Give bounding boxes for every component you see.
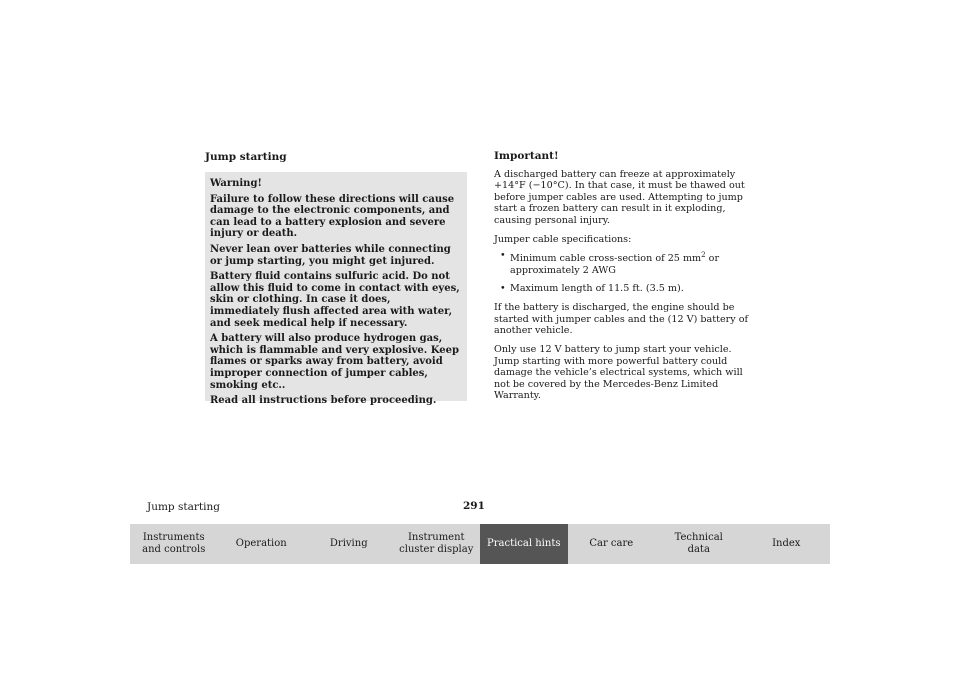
footer-title: Jump starting [147,501,220,513]
warning-paragraph: Battery fluid contains sulfuric acid. Do not allow this fluid to come in contact with eyes, skin or clothing. In case it does, immediately flush affected area with water, and seek medical help if necessary. [210,271,460,329]
tab-label: Driving [329,538,368,549]
tab-operation[interactable] [218,524,306,564]
warning-paragraph: Failure to follow these directions will cause damage to the electronic components, and can lead to a battery explosion and severe injury or death. [210,193,455,240]
tab-label: cluster display [399,544,474,555]
chapter-nav [130,524,830,564]
tab-label: data [687,544,710,555]
tab-label: Technical [674,532,723,543]
list-item [494,250,759,276]
bullet-icon: • [500,282,506,294]
tab-driving[interactable] [305,524,393,564]
tab-label: Practical hints [487,538,561,549]
spec-item-text: Minimum cable cross-section of 25 mm [510,253,702,265]
tab-index[interactable] [743,524,831,564]
warning-paragraph: Read all instructions before proceeding. [210,395,437,407]
bullet-icon: • [500,250,506,262]
tab-label: Index [772,538,801,549]
tab-label: Instruments [142,532,205,543]
body-paragraph: If the battery is discharged, the engine should be started with jumper cables and the (12 V) battery of another vehicle. [494,302,749,337]
tab-label: Instrument [407,532,465,543]
warning-paragraph: A battery will also produce hydrogen gas, which is flammable and very explosive. Keep flames or sparks away from battery, avoid improper connection of jumper cables, smoking etc.. [210,333,459,391]
tab-label: Car care [589,538,634,549]
tab-technical-data[interactable] [655,524,743,564]
list-item [494,283,759,295]
warning-title: Warning! [210,178,262,189]
tab-label: and controls [142,544,206,555]
tab-car-care[interactable] [568,524,656,564]
body-paragraph: Only use 12 V battery to jump start your vehicle. Jump starting with more powerful battery could damage the vehicle’s electrical systems, which will not be covered by the Mercedes-Benz Limited Warranty. [494,343,743,402]
warning-paragraph: Never lean over batteries while connecting or jump starting, you might get injured. [210,243,451,267]
warning-box [205,172,467,407]
spec-item-text-cont: or approximately 2 AWG [510,253,720,276]
section-title: Jump starting [205,151,287,163]
specs-heading: Jumper cable specifications: [494,233,632,245]
tab-instruments-and-controls[interactable] [130,524,218,564]
important-text: A discharged battery can freeze at approximately +14°F (−10°C). In that case, it must be thawed out before jumper cables are used. Attempting to jump start a frozen battery can result in it exploding, causing personal injury. [494,168,745,226]
tab-label: Operation [235,538,287,549]
right-column [494,151,759,409]
tab-practical-hints[interactable] [480,524,568,564]
superscript: 2 [701,251,706,260]
tab-instrument-cluster-display[interactable] [393,524,481,564]
spec-item-text: Maximum length of 11.5 ft. (3.5 m). [510,282,684,294]
specs-list [494,250,759,294]
page-number: 291 [463,500,485,512]
important-title: Important! [494,150,559,162]
